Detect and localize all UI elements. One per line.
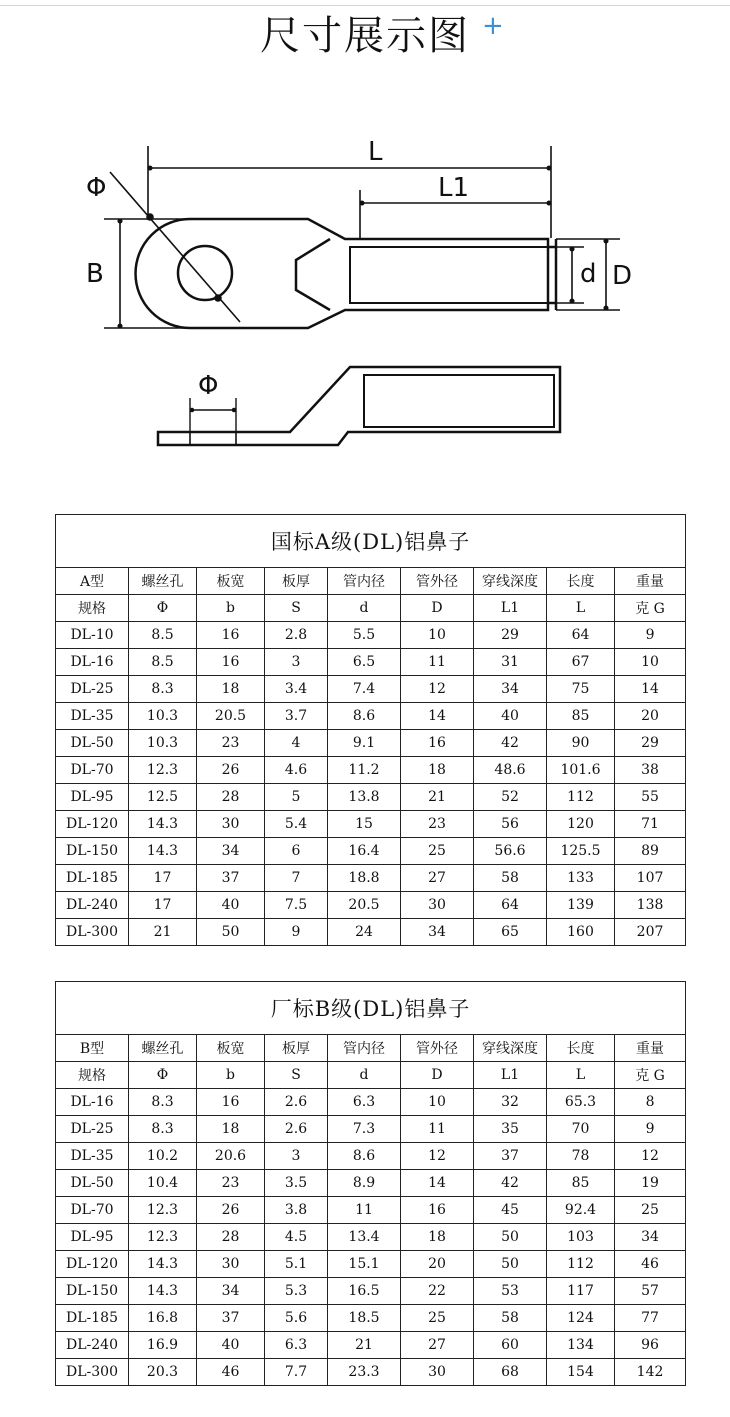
table-cell: 16 <box>197 649 265 676</box>
table-cell: 34 <box>474 676 547 703</box>
table-cell: 10.2 <box>129 1143 197 1170</box>
table-cell: 2.6 <box>265 1116 328 1143</box>
table-cell: 46 <box>615 1251 686 1278</box>
table-cell: 8.3 <box>129 1089 197 1116</box>
table-row <box>56 1143 686 1170</box>
table-cell: 65.3 <box>547 1089 615 1116</box>
table-cell: 23.3 <box>328 1359 401 1386</box>
table-cell: 31 <box>474 649 547 676</box>
table-cell: DL-150 <box>56 838 129 865</box>
table-row <box>56 919 686 946</box>
table-cell: 32 <box>474 1089 547 1116</box>
table-caption: 厂标B级(DL)铝鼻子 <box>56 982 686 1035</box>
table-cell: 2.8 <box>265 622 328 649</box>
table-cell: 3 <box>265 649 328 676</box>
table-cell: 12.3 <box>129 1197 197 1224</box>
table-cell: 68 <box>474 1359 547 1386</box>
label-phi-top: Φ <box>86 173 107 203</box>
label-L1: L1 <box>438 173 470 203</box>
table-cell: 16.5 <box>328 1278 401 1305</box>
header-cell: b <box>197 595 265 622</box>
table-cell: 107 <box>615 865 686 892</box>
table-cell: 8 <box>615 1089 686 1116</box>
header-cell: 重量 <box>615 568 686 595</box>
table-cell: 26 <box>197 1197 265 1224</box>
header-cell: 管外径 <box>401 1035 474 1062</box>
table-cell: 8.9 <box>328 1170 401 1197</box>
table-cell: 11 <box>401 1116 474 1143</box>
table-row <box>56 757 686 784</box>
header-cell: b <box>197 1062 265 1089</box>
table-cell: 154 <box>547 1359 615 1386</box>
table-row <box>56 1305 686 1332</box>
table-row <box>56 892 686 919</box>
table-cell: 13.4 <box>328 1224 401 1251</box>
table-cell: 34 <box>615 1224 686 1251</box>
table-cell: 71 <box>615 811 686 838</box>
table-cell: 20.5 <box>197 703 265 730</box>
table-cell: 14.3 <box>129 1251 197 1278</box>
table-cell: 14.3 <box>129 811 197 838</box>
table-cell: 9 <box>615 1116 686 1143</box>
table-cell: DL-70 <box>56 1197 129 1224</box>
table-cell: 27 <box>401 865 474 892</box>
table-cell: 5.3 <box>265 1278 328 1305</box>
table-cell: 30 <box>401 1359 474 1386</box>
table-cell: 37 <box>474 1143 547 1170</box>
table-cell: 12 <box>615 1143 686 1170</box>
table-cell: 5 <box>265 784 328 811</box>
table-cell: 16 <box>197 1089 265 1116</box>
table-cell: 18.5 <box>328 1305 401 1332</box>
table-cell: 2.6 <box>265 1089 328 1116</box>
table-cell: 14.3 <box>129 838 197 865</box>
table-cell: 11 <box>401 649 474 676</box>
table-cell: DL-35 <box>56 1143 129 1170</box>
table-cell: 89 <box>615 838 686 865</box>
header-cell: 管外径 <box>401 568 474 595</box>
table-cell: 16.8 <box>129 1305 197 1332</box>
table-cell: 17 <box>129 892 197 919</box>
table-cell: 34 <box>197 838 265 865</box>
table-cell: 85 <box>547 1170 615 1197</box>
header-cell: 重量 <box>615 1035 686 1062</box>
table-row <box>56 730 686 757</box>
table-cell: DL-16 <box>56 1089 129 1116</box>
table-cell: 38 <box>615 757 686 784</box>
table-cell: 42 <box>474 1170 547 1197</box>
header-cell: D <box>401 1062 474 1089</box>
table-cell: 12.3 <box>129 757 197 784</box>
table-cell: 58 <box>474 1305 547 1332</box>
table-cell: 57 <box>615 1278 686 1305</box>
table-cell: 4 <box>265 730 328 757</box>
table-cell: 10.3 <box>129 703 197 730</box>
table-cell: 45 <box>474 1197 547 1224</box>
table-cell: 160 <box>547 919 615 946</box>
table-cell: 8.5 <box>129 622 197 649</box>
table-cell: 35 <box>474 1116 547 1143</box>
table-cell: 7.4 <box>328 676 401 703</box>
header-cell: 板厚 <box>265 1035 328 1062</box>
table-header-row <box>56 568 686 595</box>
table-cell: 6.5 <box>328 649 401 676</box>
table-cell: 7.5 <box>265 892 328 919</box>
table-row <box>56 622 686 649</box>
table-cell: 64 <box>474 892 547 919</box>
table-cell: 5.4 <box>265 811 328 838</box>
table-cell: 10.4 <box>129 1170 197 1197</box>
table-cell: 8.3 <box>129 1116 197 1143</box>
table-cell: 64 <box>547 622 615 649</box>
table-row <box>56 703 686 730</box>
table-cell: DL-95 <box>56 1224 129 1251</box>
table-cell: 3.5 <box>265 1170 328 1197</box>
table-cell: 12 <box>401 676 474 703</box>
table-cell: 23 <box>197 1170 265 1197</box>
table-cell: 25 <box>401 838 474 865</box>
table-cell: 16 <box>401 1197 474 1224</box>
label-phi-side: Φ <box>198 371 219 401</box>
table-cell: 18 <box>401 757 474 784</box>
table-cell: DL-10 <box>56 622 129 649</box>
table-cell: DL-95 <box>56 784 129 811</box>
table-cell: 15.1 <box>328 1251 401 1278</box>
table-cell: 10.3 <box>129 730 197 757</box>
header-cell: 穿线深度 <box>474 1035 547 1062</box>
table-cell: 48.6 <box>474 757 547 784</box>
table-cell: 16.9 <box>129 1332 197 1359</box>
table-cell: 20 <box>401 1251 474 1278</box>
table-cell: DL-35 <box>56 703 129 730</box>
table-cell: 52 <box>474 784 547 811</box>
table-cell: 20.6 <box>197 1143 265 1170</box>
table-header-row <box>56 1062 686 1089</box>
header-cell: 板宽 <box>197 568 265 595</box>
table-cell: 18 <box>197 676 265 703</box>
table-row <box>56 649 686 676</box>
table-cell: 21 <box>129 919 197 946</box>
label-L: L <box>368 137 383 167</box>
table-row <box>56 1116 686 1143</box>
table-cell: DL-16 <box>56 649 129 676</box>
header-cell: 长度 <box>547 1035 615 1062</box>
table-cell: 134 <box>547 1332 615 1359</box>
header-cell: 螺丝孔 <box>129 568 197 595</box>
header-cell: L <box>547 595 615 622</box>
table-cell: 24 <box>328 919 401 946</box>
table-cell: 40 <box>474 703 547 730</box>
table-cell: 139 <box>547 892 615 919</box>
table-cell: 20.5 <box>328 892 401 919</box>
table-cell: 9.1 <box>328 730 401 757</box>
table-cell: 30 <box>197 1251 265 1278</box>
table-cell: 75 <box>547 676 615 703</box>
table-row <box>56 1089 686 1116</box>
table-cell: 9 <box>265 919 328 946</box>
header-cell: A型 <box>56 568 129 595</box>
table-cell: 3.7 <box>265 703 328 730</box>
header-cell: L1 <box>474 595 547 622</box>
table-cell: 9 <box>615 622 686 649</box>
table-cell: 34 <box>197 1278 265 1305</box>
table-cell: 40 <box>197 892 265 919</box>
top-divider <box>0 5 730 6</box>
table-cell: 29 <box>615 730 686 757</box>
table-cell: 8.6 <box>328 703 401 730</box>
table-cell: 124 <box>547 1305 615 1332</box>
table-cell: 125.5 <box>547 838 615 865</box>
table-cell: 103 <box>547 1224 615 1251</box>
table-cell: 6.3 <box>265 1332 328 1359</box>
table-cell: 3.8 <box>265 1197 328 1224</box>
plus-icon: + <box>482 11 506 41</box>
table-cell: 18 <box>197 1116 265 1143</box>
table-cell: 50 <box>474 1224 547 1251</box>
table-cell: 50 <box>474 1251 547 1278</box>
table-cell: 10 <box>615 649 686 676</box>
table-cell: 40 <box>197 1332 265 1359</box>
table-cell: 18 <box>401 1224 474 1251</box>
page-title <box>0 8 730 64</box>
header-cell: 板宽 <box>197 1035 265 1062</box>
table-cell: 14 <box>615 676 686 703</box>
table-cell: 7.3 <box>328 1116 401 1143</box>
table-cell: 12.3 <box>129 1224 197 1251</box>
table-cell: 23 <box>197 730 265 757</box>
table-cell: 90 <box>547 730 615 757</box>
table-cell: 27 <box>401 1332 474 1359</box>
table-cell: 28 <box>197 784 265 811</box>
table-row <box>56 1278 686 1305</box>
table-row <box>56 838 686 865</box>
table-cell: 96 <box>615 1332 686 1359</box>
table-cell: 92.4 <box>547 1197 615 1224</box>
table-row <box>56 865 686 892</box>
header-cell: D <box>401 595 474 622</box>
header-cell: Φ <box>129 1062 197 1089</box>
header-cell: L <box>547 1062 615 1089</box>
table-cell: 4.5 <box>265 1224 328 1251</box>
table-cell: DL-120 <box>56 1251 129 1278</box>
table-cell: 60 <box>474 1332 547 1359</box>
table-cell: 42 <box>474 730 547 757</box>
header-cell: S <box>265 1062 328 1089</box>
table-cell: 67 <box>547 649 615 676</box>
dimension-diagram <box>0 130 730 460</box>
table-header-row <box>56 1035 686 1062</box>
table-cell: 20 <box>615 703 686 730</box>
header-cell: 管内径 <box>328 1035 401 1062</box>
header-cell: 克 G <box>615 1062 686 1089</box>
table-header-row <box>56 595 686 622</box>
table-cell: 8.5 <box>129 649 197 676</box>
table-cell: 53 <box>474 1278 547 1305</box>
table-row <box>56 1224 686 1251</box>
table-cell: 3 <box>265 1143 328 1170</box>
table-cell: 207 <box>615 919 686 946</box>
table-cell: 14 <box>401 1170 474 1197</box>
table-cell: DL-70 <box>56 757 129 784</box>
table-cell: DL-185 <box>56 865 129 892</box>
table-cell: 16 <box>197 622 265 649</box>
table-cell: DL-50 <box>56 1170 129 1197</box>
table-cell: 19 <box>615 1170 686 1197</box>
table-cell: 34 <box>401 919 474 946</box>
table-cell: 10 <box>401 622 474 649</box>
table-caption: 国标A级(DL)铝鼻子 <box>56 515 686 568</box>
table-cell: DL-50 <box>56 730 129 757</box>
table-cell: 25 <box>401 1305 474 1332</box>
dimension-lines <box>104 146 620 328</box>
table-cell: 13.8 <box>328 784 401 811</box>
table-cell: 5.5 <box>328 622 401 649</box>
table-cell: 138 <box>615 892 686 919</box>
table-cell: 6 <box>265 838 328 865</box>
table-cell: DL-240 <box>56 1332 129 1359</box>
table-cell: 10 <box>401 1089 474 1116</box>
table-cell: 120 <box>547 811 615 838</box>
label-B: B <box>86 259 104 289</box>
table-cell: 4.6 <box>265 757 328 784</box>
header-cell: 规格 <box>56 595 129 622</box>
table-cell: 8.6 <box>328 1143 401 1170</box>
spec-table-b <box>55 981 686 1386</box>
table-cell: 55 <box>615 784 686 811</box>
table-cell: 77 <box>615 1305 686 1332</box>
table-cell: 3.4 <box>265 676 328 703</box>
table-row <box>56 676 686 703</box>
table-row <box>56 1170 686 1197</box>
table-cell: 133 <box>547 865 615 892</box>
table-row <box>56 784 686 811</box>
header-cell: S <box>265 595 328 622</box>
table-cell: 16.4 <box>328 838 401 865</box>
table-cell: 20.3 <box>129 1359 197 1386</box>
table-cell: 12 <box>401 1143 474 1170</box>
table-row <box>56 1197 686 1224</box>
table-row <box>56 1332 686 1359</box>
table-cell: 112 <box>547 784 615 811</box>
table-cell: 23 <box>401 811 474 838</box>
table-cell: 37 <box>197 1305 265 1332</box>
header-cell: Φ <box>129 595 197 622</box>
table-cell: 30 <box>401 892 474 919</box>
header-cell: 螺丝孔 <box>129 1035 197 1062</box>
label-D: D <box>612 261 633 291</box>
header-cell: 板厚 <box>265 568 328 595</box>
table-cell: DL-25 <box>56 676 129 703</box>
table-cell: 112 <box>547 1251 615 1278</box>
header-cell: L1 <box>474 1062 547 1089</box>
table-cell: 14 <box>401 703 474 730</box>
table-cell: DL-185 <box>56 1305 129 1332</box>
table-cell: 15 <box>328 811 401 838</box>
table-cell: 22 <box>401 1278 474 1305</box>
table-cell: DL-300 <box>56 1359 129 1386</box>
table-row <box>56 1359 686 1386</box>
header-cell: 克 G <box>615 595 686 622</box>
table-cell: DL-240 <box>56 892 129 919</box>
label-d: d <box>580 259 597 289</box>
table-cell: 11.2 <box>328 757 401 784</box>
table-cell: 26 <box>197 757 265 784</box>
table-cell: DL-120 <box>56 811 129 838</box>
table-cell: 18.8 <box>328 865 401 892</box>
table-cell: 78 <box>547 1143 615 1170</box>
table-cell: 85 <box>547 703 615 730</box>
table-cell: 6.3 <box>328 1089 401 1116</box>
table-cell: 7 <box>265 865 328 892</box>
table-cell: 101.6 <box>547 757 615 784</box>
table-cell: DL-300 <box>56 919 129 946</box>
table-cell: 142 <box>615 1359 686 1386</box>
header-cell: B型 <box>56 1035 129 1062</box>
table-cell: 70 <box>547 1116 615 1143</box>
table-cell: 28 <box>197 1224 265 1251</box>
table-cell: 58 <box>474 865 547 892</box>
table-cell: 56.6 <box>474 838 547 865</box>
table-cell: 21 <box>401 784 474 811</box>
table-cell: 37 <box>197 865 265 892</box>
header-cell: 管内径 <box>328 568 401 595</box>
table-cell: 25 <box>615 1197 686 1224</box>
table-cell: 5.6 <box>265 1305 328 1332</box>
table-cell: 12.5 <box>129 784 197 811</box>
table-cell: 5.1 <box>265 1251 328 1278</box>
table-cell: 7.7 <box>265 1359 328 1386</box>
page-title-text: 尺寸展示图 <box>260 13 470 59</box>
table-cell: DL-25 <box>56 1116 129 1143</box>
spec-table-a <box>55 514 686 946</box>
table-cell: 14.3 <box>129 1278 197 1305</box>
table-row <box>56 811 686 838</box>
table-cell: 17 <box>129 865 197 892</box>
header-cell: 穿线深度 <box>474 568 547 595</box>
header-cell: 规格 <box>56 1062 129 1089</box>
table-cell: 8.3 <box>129 676 197 703</box>
table-cell: 30 <box>197 811 265 838</box>
header-cell: 长度 <box>547 568 615 595</box>
header-cell: d <box>328 1062 401 1089</box>
table-cell: 50 <box>197 919 265 946</box>
table-cell: 11 <box>328 1197 401 1224</box>
table-cell: 46 <box>197 1359 265 1386</box>
table-cell: 56 <box>474 811 547 838</box>
table-cell: 21 <box>328 1332 401 1359</box>
table-cell: 117 <box>547 1278 615 1305</box>
table-cell: 16 <box>401 730 474 757</box>
header-cell: d <box>328 595 401 622</box>
table-row <box>56 1251 686 1278</box>
table-cell: 65 <box>474 919 547 946</box>
table-cell: DL-150 <box>56 1278 129 1305</box>
table-cell: 29 <box>474 622 547 649</box>
